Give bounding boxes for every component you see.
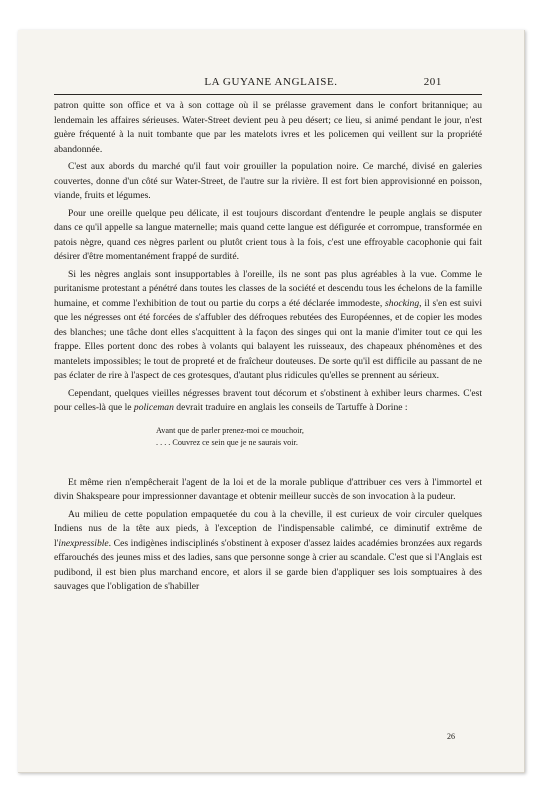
- signature-mark: 26: [447, 732, 455, 741]
- verse-line: . . . . Couvrez ce sein que je ne saurais voir.: [156, 438, 298, 447]
- verse-quotation: [156, 425, 482, 450]
- verse-line: Avant que de parler prenez-moi ce mouchoir,: [156, 425, 304, 435]
- running-title: LA GUYANE ANGLAISE.: [204, 76, 338, 88]
- paragraph: C'est aux abords du marché qu'il faut voir grouiller la population noire. Ce marché, divisé en galeries couvertes, donne d'un côté sur Water-Street, de l'autre sur la rivière. Il est fort bien approvisionné en poisson, viande, fruits et légumes.: [54, 161, 482, 201]
- italic-term: shocking: [385, 297, 420, 309]
- paragraph: Pour une oreille quelque peu délicate, il est toujours discordant d'entendre le peuple anglais se disputer dans ce qu'il appelle sa langue maternelle; mais quand cette langue est défigurée et corrompue, transformée en patois nègre, quand ces nègres parlent ou plutôt crient tous à la fois, c'est une effroyable cacophonie qui fait désirer d'être momentanément frappé de surdité.: [54, 207, 482, 262]
- page-header: [18, 76, 524, 92]
- paragraph: Si les nègres anglais sont insupportables à l'oreille, ils ne sont pas plus agréables à la vue. Comme le puritanisme protestant a pénétré dans toutes les classes de la société et descendu tous les échelons de la famille humaine, et comme l'exhibition de tout ou partie du corps a été déclarée immodeste, shocking, il s'en est suivi que les négresses ont été forcées de s'affubler des défroques rebutées des Européennes, et de copier les modes des blanches; une tâche dont elles s'acquittent à la façon des singes qui ont la manie d'imiter tout ce qui les frappe. Elles portent donc des robes à volants qui balayent les ruisseaux, des chapeaux phénomènes et des mantelets impossibles; le tout de propreté et de fraîcheur douteuses. De sorte qu'il est difficile au passant de ne pas éclater de rire à l'aspect de ces grotesques, d'autant plus ridicules qu'elles se prennent au sérieux.: [54, 268, 482, 381]
- page-body: [54, 99, 482, 598]
- paragraph: Cependant, quelques vieilles négresses bravent tout décorum et s'obstinent à exhiber leurs charmes. C'est pour celles-là que le policeman devrait traduire en anglais les conseils de Tartuffe à Dorine :: [54, 387, 482, 413]
- italic-term: inexpressible: [58, 537, 109, 549]
- italic-term: policeman: [133, 402, 174, 413]
- paragraph: Au milieu de cette population empaquetée du cou à la cheville, il est curieux de voir circuler quelques Indiens nus de la tête aux pieds, à l'exception de l'indispensable calimbé, ce diminutif extrême de l'inexpressible. Ces indigènes indisciplinés s'obstinent à exposer d'assez laides académies bronzées aux regards effarouchés des jeunes miss et des ladies, sans que personne songe à crier au scandale. C'est que si l'Anglais est pudibond, il est bien plus marchand encore, et alors il se garde bien d'appliquer ses lois somptuaires à des sauvages que l'obligation de s'habiller: [54, 508, 482, 592]
- header-rule: [54, 94, 482, 95]
- book-page: [18, 30, 525, 773]
- paragraph: patron quitte son office et va à son cottage où il se prélasse gravement dans le confort britannique; au lendemain les affaires sérieuses. Water-Street devient peu à peu désert; ce lieu, si animé pendant le jour, n'est guère fréquenté à la nuit tombante que par les matelots ivres et les policemen qui veillent sur la propriété abandonnée.: [54, 100, 482, 155]
- paragraph: Et même rien n'empêcherait l'agent de la loi et de la morale publique d'attribuer ces vers à l'immortel et divin Shakspeare pour impressionner davantage et obtenir meilleur succès de son invocation à la pudeur.: [54, 476, 482, 502]
- page-number: 201: [423, 76, 442, 88]
